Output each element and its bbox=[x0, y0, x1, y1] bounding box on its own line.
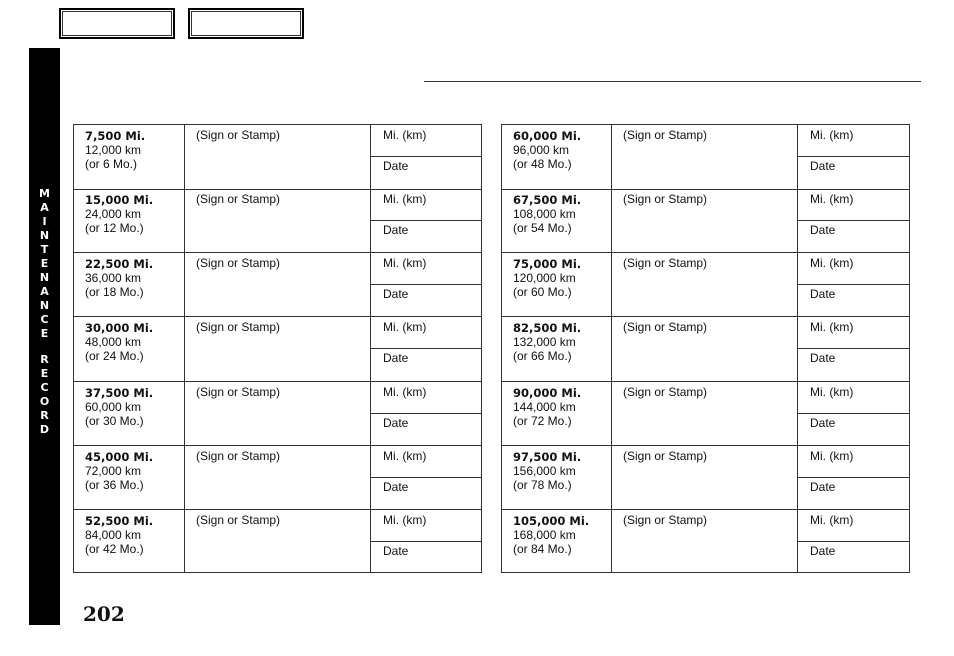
interval-months: (or 36 Mo.) bbox=[85, 478, 144, 492]
maintenance-row bbox=[502, 317, 909, 382]
interval-miles: 90,000 Mi. bbox=[513, 386, 582, 400]
header-divider bbox=[424, 81, 921, 82]
interval-km: 12,000 km bbox=[85, 143, 142, 157]
maintenance-row bbox=[502, 510, 909, 573]
date-field[interactable]: Date bbox=[383, 223, 409, 237]
interval-miles: 7,500 Mi. bbox=[85, 129, 146, 143]
mileage-date-cell bbox=[371, 317, 481, 381]
maintenance-row bbox=[74, 382, 481, 446]
interval-miles: 82,500 Mi. bbox=[513, 321, 582, 335]
interval-km: 36,000 km bbox=[85, 271, 142, 285]
sign-stamp-cell[interactable]: (Sign or Stamp) bbox=[185, 510, 371, 573]
sign-stamp-cell[interactable]: (Sign or Stamp) bbox=[185, 382, 371, 445]
interval-miles: 30,000 Mi. bbox=[85, 321, 154, 335]
interval-months: (or 66 Mo.) bbox=[513, 349, 572, 363]
interval-cell bbox=[74, 189, 185, 252]
mileage-field[interactable]: Mi. (km) bbox=[371, 382, 481, 414]
mileage-date-cell bbox=[371, 510, 481, 573]
interval-km: 48,000 km bbox=[85, 335, 142, 349]
interval-cell bbox=[502, 446, 612, 509]
interval-cell bbox=[502, 317, 612, 381]
date-field[interactable]: Date bbox=[810, 416, 836, 430]
interval-cell bbox=[74, 317, 185, 381]
mileage-date-cell bbox=[371, 253, 481, 316]
sign-stamp-cell[interactable]: (Sign or Stamp) bbox=[612, 382, 798, 445]
mileage-field[interactable]: Mi. (km) bbox=[798, 189, 909, 221]
interval-cell bbox=[502, 189, 612, 252]
date-field[interactable]: Date bbox=[810, 351, 836, 365]
interval-cell bbox=[74, 382, 185, 445]
date-field[interactable]: Date bbox=[383, 159, 409, 173]
mileage-field[interactable]: Mi. (km) bbox=[798, 125, 909, 157]
maintenance-row bbox=[74, 253, 481, 317]
date-field[interactable]: Date bbox=[383, 416, 409, 430]
mileage-field[interactable]: Mi. (km) bbox=[798, 382, 909, 414]
interval-miles: 45,000 Mi. bbox=[85, 450, 154, 464]
maintenance-table-left bbox=[73, 124, 482, 573]
sign-stamp-cell[interactable]: (Sign or Stamp) bbox=[612, 253, 798, 316]
interval-months: (or 72 Mo.) bbox=[513, 414, 572, 428]
mileage-field[interactable]: Mi. (km) bbox=[371, 446, 481, 478]
interval-miles: 15,000 Mi. bbox=[85, 193, 154, 207]
mileage-date-cell bbox=[798, 253, 909, 316]
interval-cell bbox=[74, 510, 185, 573]
interval-km: 84,000 km bbox=[85, 528, 142, 542]
section-tab-label: M A I N T E N A N C E R E C O R D bbox=[39, 187, 50, 436]
interval-miles: 105,000 Mi. bbox=[513, 514, 590, 528]
interval-miles: 37,500 Mi. bbox=[85, 386, 154, 400]
nav-tab-button-1[interactable] bbox=[59, 8, 175, 39]
interval-km: 144,000 km bbox=[513, 400, 576, 414]
mileage-field[interactable]: Mi. (km) bbox=[371, 253, 481, 285]
mileage-field[interactable]: Mi. (km) bbox=[371, 125, 481, 157]
maintenance-table-right bbox=[501, 124, 910, 573]
maintenance-row bbox=[502, 253, 909, 317]
date-field[interactable]: Date bbox=[810, 287, 836, 301]
mileage-field[interactable]: Mi. (km) bbox=[798, 317, 909, 349]
interval-months: (or 78 Mo.) bbox=[513, 478, 572, 492]
interval-cell bbox=[502, 382, 612, 445]
sign-stamp-cell[interactable]: (Sign or Stamp) bbox=[612, 125, 798, 189]
interval-months: (or 12 Mo.) bbox=[85, 221, 144, 235]
interval-months: (or 30 Mo.) bbox=[85, 414, 144, 428]
sign-stamp-cell[interactable]: (Sign or Stamp) bbox=[185, 125, 371, 189]
mileage-date-cell bbox=[798, 125, 909, 189]
interval-months: (or 48 Mo.) bbox=[513, 157, 572, 171]
interval-km: 132,000 km bbox=[513, 335, 576, 349]
date-field[interactable]: Date bbox=[383, 287, 409, 301]
interval-miles: 60,000 Mi. bbox=[513, 129, 582, 143]
interval-cell bbox=[74, 125, 185, 189]
sign-stamp-cell[interactable]: (Sign or Stamp) bbox=[185, 446, 371, 509]
mileage-date-cell bbox=[371, 125, 481, 189]
interval-km: 24,000 km bbox=[85, 207, 142, 221]
interval-months: (or 84 Mo.) bbox=[513, 542, 572, 556]
maintenance-row bbox=[74, 125, 481, 190]
interval-miles: 97,500 Mi. bbox=[513, 450, 582, 464]
mileage-date-cell bbox=[371, 189, 481, 252]
interval-months: (or 60 Mo.) bbox=[513, 285, 572, 299]
sign-stamp-cell[interactable]: (Sign or Stamp) bbox=[185, 253, 371, 316]
mileage-field[interactable]: Mi. (km) bbox=[798, 446, 909, 478]
maintenance-row bbox=[74, 446, 481, 510]
interval-miles: 52,500 Mi. bbox=[85, 514, 154, 528]
mileage-field[interactable]: Mi. (km) bbox=[798, 253, 909, 285]
maintenance-row bbox=[74, 189, 481, 253]
interval-months: (or 24 Mo.) bbox=[85, 349, 144, 363]
interval-km: 108,000 km bbox=[513, 207, 576, 221]
interval-months: (or 54 Mo.) bbox=[513, 221, 572, 235]
interval-cell bbox=[502, 510, 612, 573]
date-field[interactable]: Date bbox=[383, 351, 409, 365]
interval-months: (or 6 Mo.) bbox=[85, 157, 138, 171]
mileage-date-cell bbox=[798, 446, 909, 509]
maintenance-row bbox=[502, 382, 909, 446]
mileage-date-cell bbox=[798, 382, 909, 445]
interval-km: 60,000 km bbox=[85, 400, 142, 414]
mileage-field[interactable]: Mi. (km) bbox=[371, 510, 481, 542]
date-field[interactable]: Date bbox=[383, 480, 409, 494]
sign-stamp-cell[interactable]: (Sign or Stamp) bbox=[185, 189, 371, 252]
interval-km: 156,000 km bbox=[513, 464, 576, 478]
maintenance-row bbox=[502, 125, 909, 190]
sign-stamp-cell[interactable]: (Sign or Stamp) bbox=[612, 446, 798, 509]
sign-stamp-cell[interactable]: (Sign or Stamp) bbox=[185, 317, 371, 381]
page-number: 202 bbox=[83, 602, 125, 626]
interval-months: (or 42 Mo.) bbox=[85, 542, 144, 556]
sign-stamp-cell[interactable]: (Sign or Stamp) bbox=[612, 510, 798, 573]
interval-cell bbox=[502, 253, 612, 316]
date-field[interactable]: Date bbox=[810, 480, 836, 494]
interval-km: 168,000 km bbox=[513, 528, 576, 542]
interval-cell bbox=[74, 253, 185, 316]
mileage-date-cell bbox=[371, 446, 481, 509]
mileage-field[interactable]: Mi. (km) bbox=[371, 317, 481, 349]
interval-km: 120,000 km bbox=[513, 271, 576, 285]
maintenance-row bbox=[74, 510, 481, 573]
interval-miles: 67,500 Mi. bbox=[513, 193, 582, 207]
mileage-date-cell bbox=[798, 189, 909, 252]
maintenance-row bbox=[74, 317, 481, 382]
maintenance-row bbox=[502, 189, 909, 253]
maintenance-row bbox=[502, 446, 909, 510]
interval-months: (or 18 Mo.) bbox=[85, 285, 144, 299]
nav-tab-button-2[interactable] bbox=[188, 8, 304, 39]
interval-cell bbox=[74, 446, 185, 509]
interval-miles: 22,500 Mi. bbox=[85, 257, 154, 271]
date-field[interactable]: Date bbox=[383, 544, 409, 558]
section-side-tab bbox=[29, 48, 60, 625]
interval-km: 72,000 km bbox=[85, 464, 142, 478]
mileage-date-cell bbox=[371, 382, 481, 445]
date-field[interactable]: Date bbox=[810, 223, 836, 237]
interval-miles: 75,000 Mi. bbox=[513, 257, 582, 271]
mileage-date-cell bbox=[798, 317, 909, 381]
mileage-field[interactable]: Mi. (km) bbox=[371, 189, 481, 221]
mileage-field[interactable]: Mi. (km) bbox=[798, 510, 909, 542]
date-field[interactable]: Date bbox=[810, 544, 836, 558]
sign-stamp-cell[interactable]: (Sign or Stamp) bbox=[612, 317, 798, 381]
mileage-date-cell bbox=[798, 510, 909, 573]
date-field[interactable]: Date bbox=[810, 159, 836, 173]
sign-stamp-cell[interactable]: (Sign or Stamp) bbox=[612, 189, 798, 252]
interval-km: 96,000 km bbox=[513, 143, 570, 157]
interval-cell bbox=[502, 125, 612, 189]
